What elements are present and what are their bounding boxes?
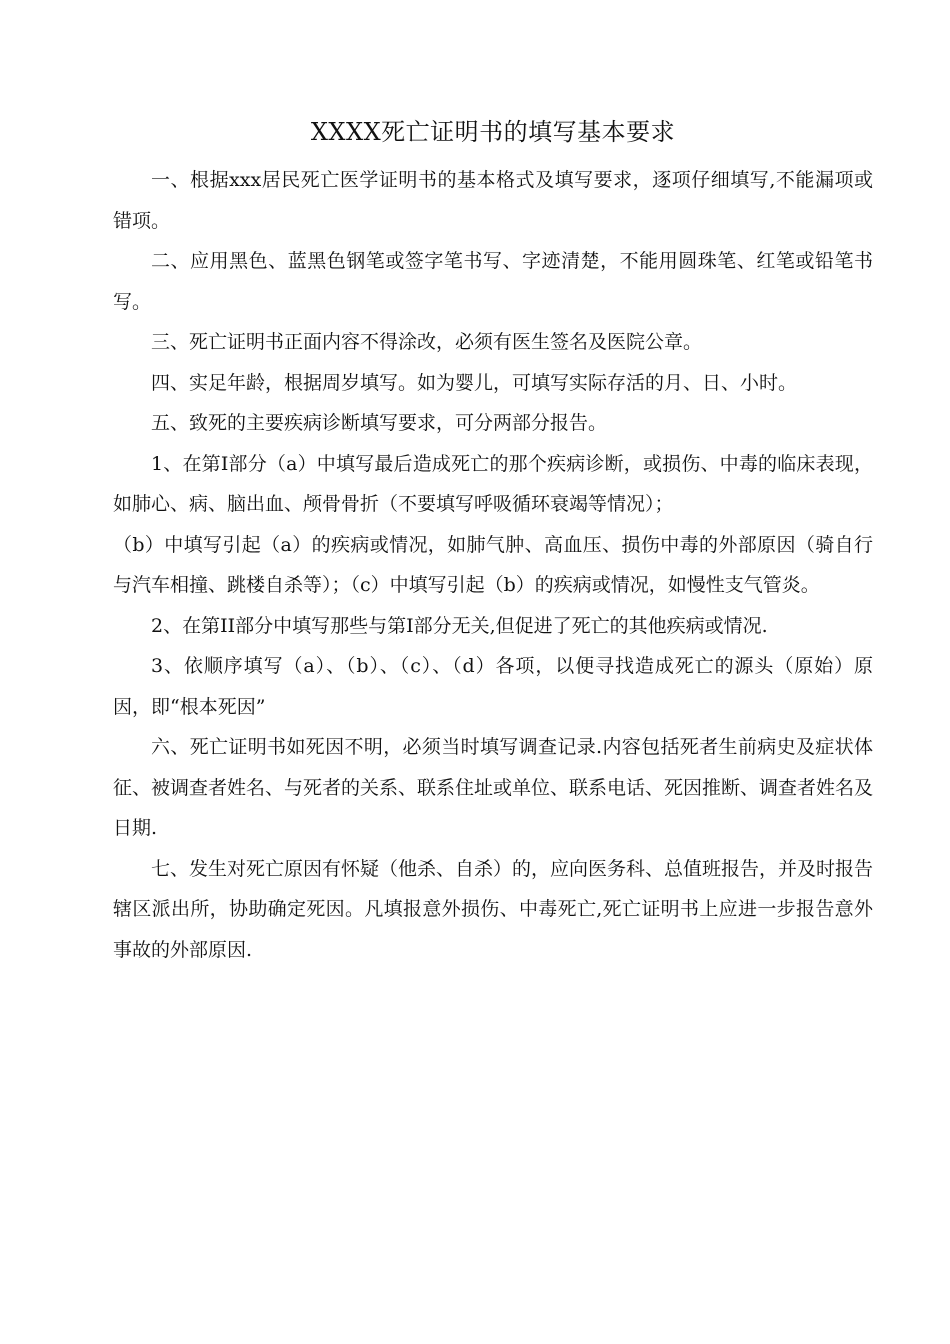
paragraph-7: 七、发生对死亡原因有怀疑（他杀、自杀）的，应向医务科、总值班报告，并及时报告辖区派出所，协助确定死因。凡填报意外损伤、中毒死亡,死亡证明书上应进一步报告意外事故的外部原因. [113, 857, 874, 961]
document-body [113, 112, 873, 970]
paragraph-2: 二、应用黑色、蓝黑色钢笔或签字笔书写、字迹清楚，不能用圆珠笔、红笔或铅笔书写。 [113, 250, 873, 313]
paragraph-5-3: 3、依顺序填写（a）、（b）、（c）、（d）各项，以便寻找造成死亡的源头（原始）原因，即“根本死因” [113, 655, 873, 718]
document-title: XXXX死亡证明书的填写基本要求 [310, 118, 676, 146]
paragraph-4: 四、实足年龄，根据周岁填写。如为婴儿，可填写实际存活的月、日、小时。 [151, 371, 798, 394]
paragraph-1: 一、根据xxx居民死亡医学证明书的基本格式及填写要求，逐项仔细填写,不能漏项或错项。 [113, 169, 873, 232]
paragraph-5-1-b: （b）中填写引起（a）的疾病或情况，如肺气肿、高血压、损伤中毒的外部原因（骑自行与汽车相撞、跳楼自杀等）；（c）中填写引起（b）的疾病或情况，如慢性支气管炎。 [113, 533, 873, 596]
paragraph-3: 三、死亡证明书正面内容不得涂改，必须有医生签名及医院公章。 [151, 331, 703, 353]
paragraph-6: 六、死亡证明书如死因不明，必须当时填写调查记录.内容包括死者生前病史及症状体征、被调查者姓名、与死者的关系、联系住址或单位、联系电话、死因推断、调查者姓名及日期. [113, 736, 874, 839]
paragraph-5-2: 2、在第II部分中填写那些与第I部分无关,但促进了死亡的其他疾病或情况. [151, 614, 768, 637]
paragraph-5: 五、致死的主要疾病诊断填写要求，可分两部分报告。 [151, 412, 608, 434]
paragraph-5-1: 1、在第I部分（a）中填写最后造成死亡的那个疾病诊断，或损伤、中毒的临床表现，如肺心、病、脑出血、颅骨骨折（不要填写呼吸循环衰竭等情况）； [113, 452, 873, 515]
